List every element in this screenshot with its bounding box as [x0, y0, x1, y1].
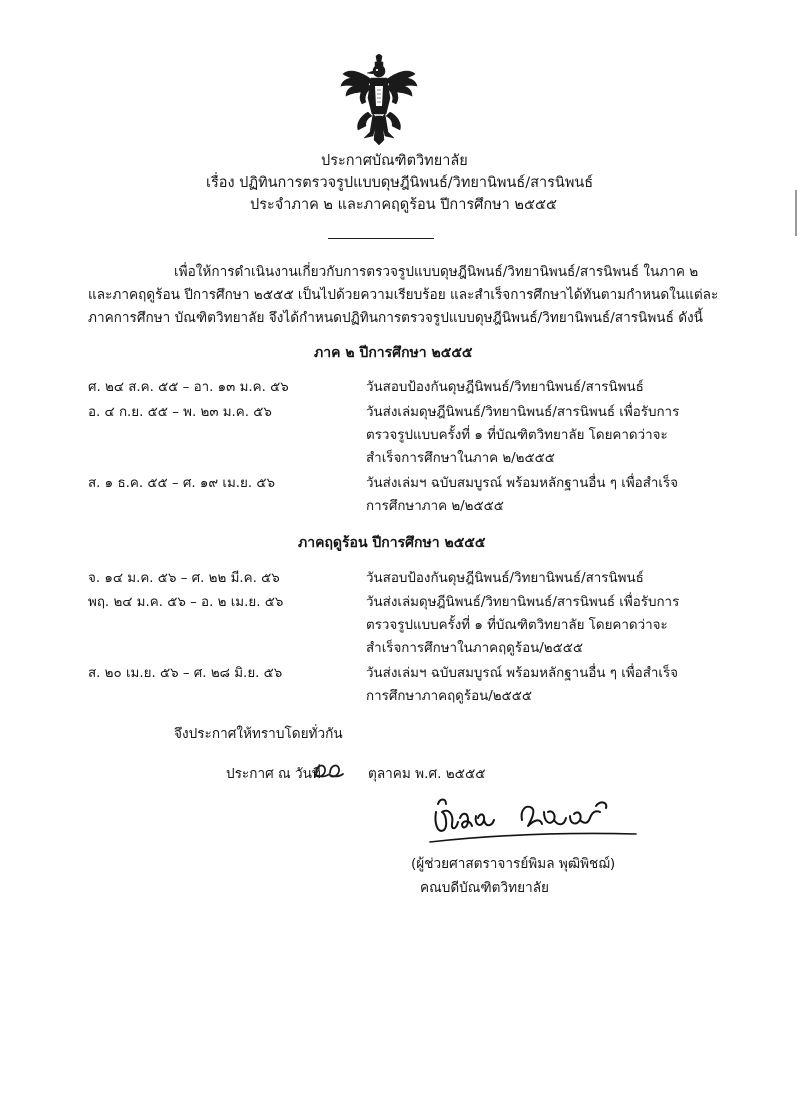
- semester2-row2-desc-line1: วันส่งเล่มดุษฎีนิพนธ์/วิทยานิพนธ์/สารนิพนธ์ เพื่อรับการ: [366, 405, 680, 420]
- announce-date-suffix: ตุลาคม พ.ศ. ๒๕๕๕: [368, 766, 486, 782]
- signer-name: (ผู้ช่วยศาสตราจารย์พิมล พุฒิพิชฌ์): [411, 856, 616, 872]
- announcement-subject: เรื่อง ปฏิทินการตรวจรูปแบบดุษฎีนิพนธ์/วิทยานิพนธ์/สารนิพนธ์: [206, 175, 594, 191]
- intro-line-3: ภาคการศึกษา บัณฑิตวิทยาลัย จึงได้กำหนดปฏิทินการตรวจรูปแบบดุษฎีนิพนธ์/วิทยานิพนธ์/สารนิพนธ์ ดังนี้: [88, 310, 703, 326]
- intro-line-1: เพื่อให้การดำเนินงานเกี่ยวกับการตรวจรูปแบบดุษฎีนิพนธ์/วิทยานิพนธ์/สารนิพนธ์ ในภาค ๒: [174, 264, 699, 280]
- header-divider: [328, 238, 434, 239]
- semester2-row3-desc-line2: การศึกษาภาค ๒/๒๕๕๕: [366, 499, 504, 514]
- announcement-period: ประจำภาค ๒ และภาคฤดูร้อน ปีการศึกษา ๒๕๕๕: [250, 197, 557, 213]
- handwritten-day: [312, 757, 346, 783]
- signer-position: คณบดีบัณฑิตวิทยาลัย: [420, 880, 550, 896]
- closing-announce: จึงประกาศให้ทราบโดยทั่วกัน: [174, 726, 343, 742]
- summer-row3-desc-line1: วันส่งเล่มฯ ฉบับสมบูรณ์ พร้อมหลักฐานอื่น ๆ เพื่อสำเร็จ: [366, 666, 679, 681]
- semester2-row2-date: อ. ๔ ก.ย. ๕๕ – พ. ๒๓ ม.ค. ๕๖: [88, 405, 272, 420]
- scan-edge-mark: [795, 190, 797, 236]
- announce-date-prefix: ประกาศ ณ วันที่: [226, 766, 321, 782]
- summer-row3-date: ส. ๒๐ เม.ย. ๕๖ – ศ. ๒๘ มิ.ย. ๕๖: [88, 666, 283, 681]
- summer-row1-date: จ. ๑๔ ม.ค. ๕๖ – ศ. ๒๒ มี.ค. ๕๖: [88, 571, 280, 586]
- intro-line-2: และภาคฤดูร้อน ปีการศึกษา ๒๕๕๕ เป็นไปด้วยความเรียบร้อย และสำเร็จการศึกษาได้ทันตามกำหนดในแต่ละ: [88, 287, 719, 303]
- summer-row2-date: พฤ. ๒๔ ม.ค. ๕๖ – อ. ๒ เม.ย. ๕๖: [88, 595, 284, 610]
- summer-row2-desc-line1: วันส่งเล่มดุษฎีนิพนธ์/วิทยานิพนธ์/สารนิพนธ์ เพื่อรับการ: [366, 595, 680, 610]
- semester2-title: ภาค ๒ ปีการศึกษา ๒๕๕๕: [314, 345, 473, 361]
- garuda-emblem-icon: [340, 54, 418, 146]
- summer-row2-desc-line2: ตรวจรูปแบบครั้งที่ ๑ ที่บัณฑิตวิทยาลัย โดยคาดว่าจะ: [366, 618, 668, 633]
- semester2-row2-desc-line2: ตรวจรูปแบบครั้งที่ ๑ ที่บัณฑิตวิทยาลัย โดยคาดว่าจะ: [366, 428, 668, 443]
- announcement-title: ประกาศบัณฑิตวิทยาลัย: [321, 153, 468, 169]
- summer-row2-desc-line3: สำเร็จการศึกษาในภาคฤดูร้อน/๒๕๕๕: [366, 641, 584, 656]
- summer-title: ภาคฤดูร้อน ปีการศึกษา ๒๕๕๕: [298, 535, 486, 551]
- semester2-row1-date: ศ. ๒๔ ส.ค. ๕๕ – อา. ๑๓ ม.ค. ๕๖: [88, 380, 289, 395]
- summer-row1-desc: วันสอบป้องกันดุษฎีนิพนธ์/วิทยานิพนธ์/สารนิพนธ์: [366, 571, 644, 586]
- summer-row3-desc-line2: การศึกษาภาคฤดูร้อน/๒๕๕๕: [366, 689, 533, 704]
- semester2-row3-desc-line1: วันส่งเล่มฯ ฉบับสมบูรณ์ พร้อมหลักฐานอื่น ๆ เพื่อสำเร็จ: [366, 476, 679, 491]
- semester2-row3-date: ส. ๑ ธ.ค. ๕๕ – ศ. ๑๙ เม.ย. ๕๖: [88, 476, 276, 491]
- signature-image: [424, 790, 644, 848]
- semester2-row2-desc-line3: สำเร็จการศึกษาในภาค ๒/๒๕๕๕: [366, 451, 555, 466]
- semester2-row1-desc: วันสอบป้องกันดุษฎีนิพนธ์/วิทยานิพนธ์/สารนิพนธ์: [366, 380, 644, 395]
